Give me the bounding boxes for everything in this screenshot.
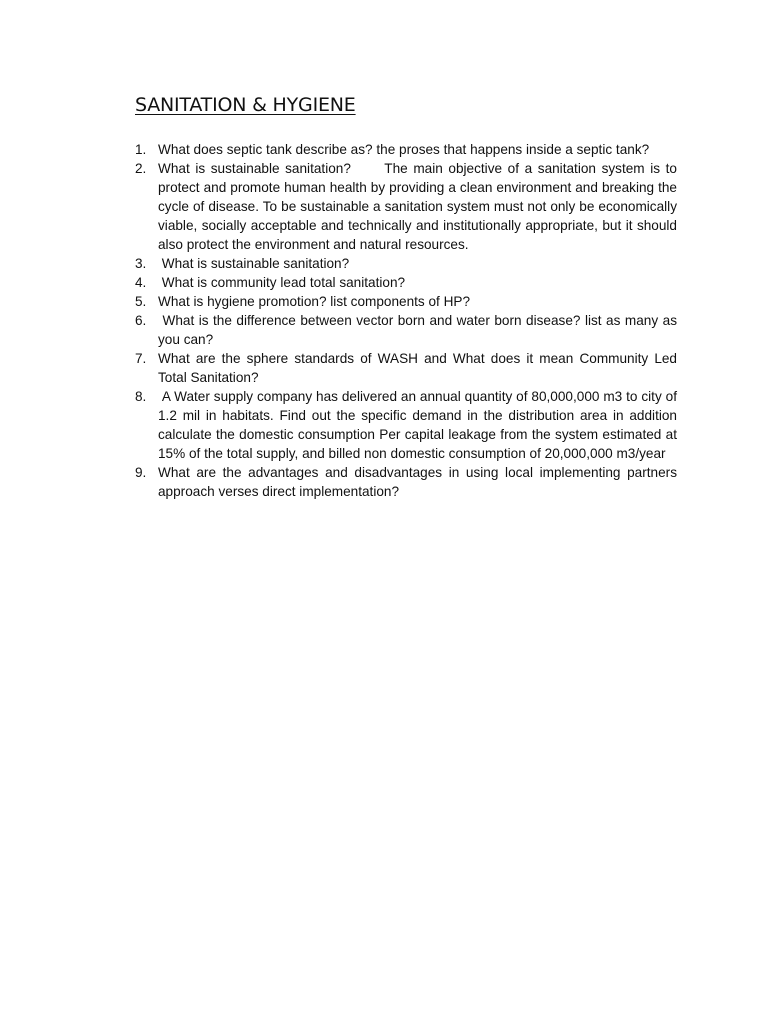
question-item [135, 140, 677, 159]
question-item [135, 463, 681, 501]
question-item [135, 311, 681, 349]
question-list [135, 140, 681, 501]
question-text: What is sustainable sanitation? The main objective of a sanitation system is to protect and promote human health by providing a clean environment and breaking the cycle of disease. To be sustainable a sanitation system must not only be economically viable, socially acceptable and technically and institutionally appropriate, but it should also protect the environment and natural resources. [158, 161, 681, 252]
question-text: What is hygiene promotion? list components of HP? [158, 294, 471, 309]
question-item [135, 273, 677, 292]
question-text: A Water supply company has delivered an annual quantity of 80,000,000 m3 to city of 1.2 mil in habitats. Find out the specific demand in the distribution area in addition calculate the domestic consumption Per capital leakage from the system estimated at 15% of the total supply, and billed non domestic consumption of 20,000,000 m3/year [158, 389, 681, 461]
question-number: 1. [135, 142, 147, 157]
question-item [135, 349, 681, 387]
question-text: What are the sphere standards of WASH and What does it mean Community Led Total Sanitation? [158, 351, 681, 385]
question-number: 9. [135, 465, 147, 480]
question-item [135, 159, 681, 254]
question-item [135, 387, 681, 463]
question-number: 8. [135, 389, 147, 404]
document-title: SANITATION & HYGIENE [135, 94, 356, 116]
question-number: 2. [135, 161, 147, 176]
question-number: 6. [135, 313, 147, 328]
question-number: 5. [135, 294, 147, 309]
question-number: 4. [135, 275, 147, 290]
question-number: 7. [135, 351, 147, 366]
question-number: 3. [135, 256, 147, 271]
question-text: What is community lead total sanitation? [158, 275, 406, 290]
question-item [135, 292, 677, 311]
question-text: What does septic tank describe as? the proses that happens inside a septic tank? [158, 142, 650, 157]
question-text: What is the difference between vector born and water born disease? list as many as you can? [158, 313, 681, 347]
question-text: What is sustainable sanitation? [158, 256, 350, 271]
question-text: What are the advantages and disadvantages in using local implementing partners approach verses direct implementation? [158, 465, 681, 499]
question-item [135, 254, 677, 273]
